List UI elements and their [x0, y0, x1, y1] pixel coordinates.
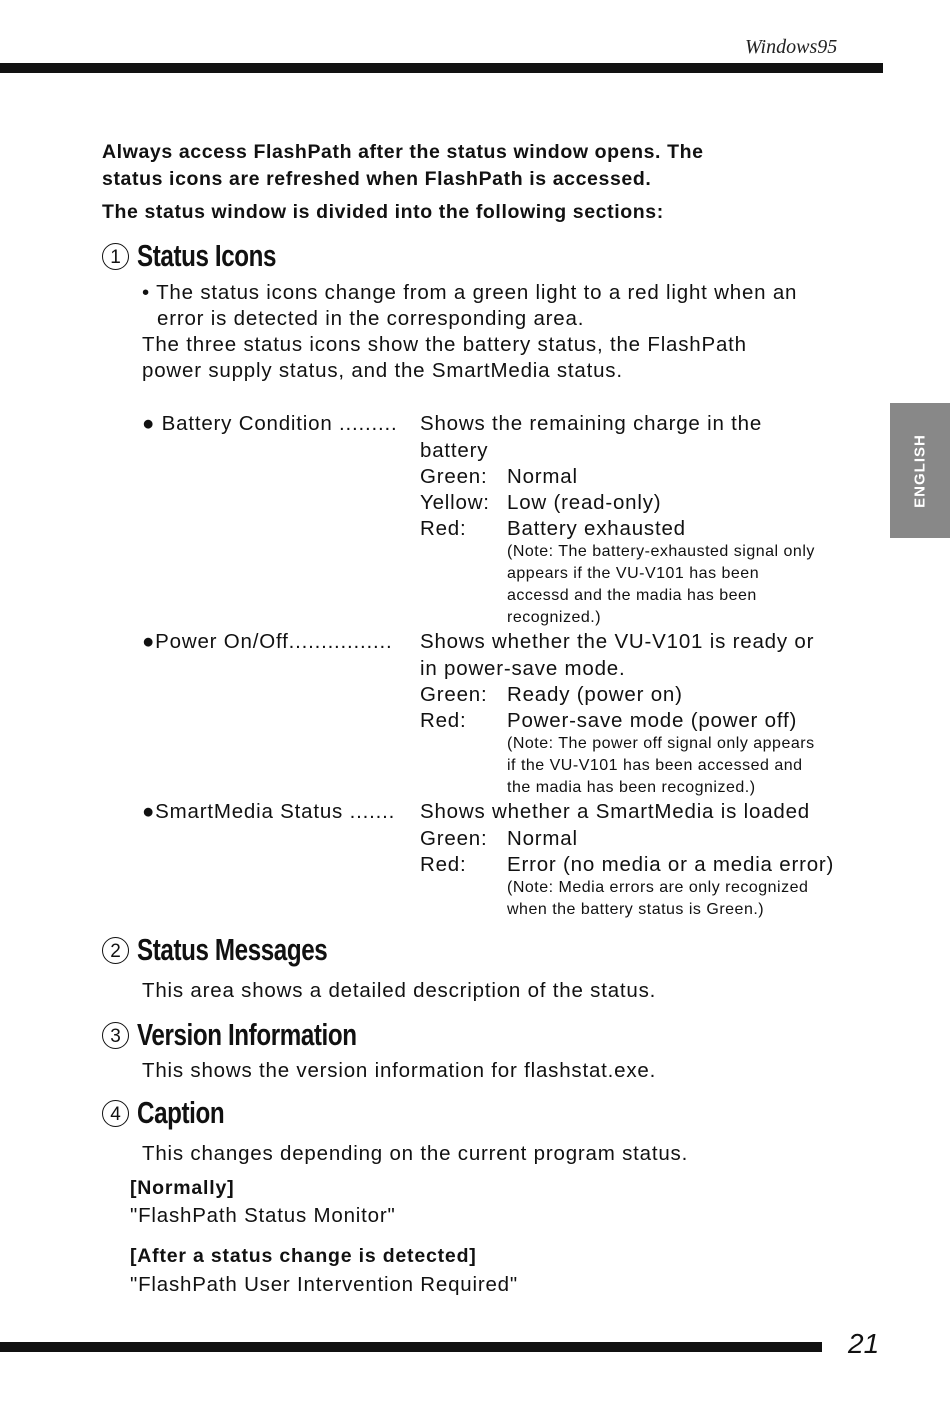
section-number-badge: 3 — [102, 1022, 129, 1049]
battery-red-value: Battery exhausted — [507, 517, 686, 540]
intro-line-3: The status window is divided into the following sections: — [102, 201, 664, 223]
section-title: Status Icons — [137, 238, 277, 273]
smartmedia-red-value: Error (no media or a media error) — [507, 853, 835, 876]
paragraph-line-2: power supply status, and the SmartMedia status. — [142, 359, 623, 382]
intro-line-1: Always access FlashPath after the status window opens. The — [102, 141, 704, 163]
battery-condition-desc-1: Shows the remaining charge in the — [420, 412, 763, 435]
language-tab — [890, 403, 950, 538]
smartmedia-note-line-1: (Note: Media errors are only recognized — [507, 879, 809, 896]
bullet-line-2: error is detected in the corresponding area. — [157, 307, 585, 330]
section-title: Caption — [137, 1095, 225, 1130]
smartmedia-desc-1: Shows whether a SmartMedia is loaded — [420, 800, 811, 823]
battery-green-value: Normal — [507, 465, 578, 488]
status-messages-body: This area shows a detailed description of the status. — [142, 979, 657, 1002]
bullet-line-1: • The status icons change from a green light to a red light when an — [142, 281, 798, 304]
header-title: Windows95 — [745, 36, 838, 58]
caption-body: This changes depending on the current program status. — [142, 1142, 689, 1165]
power-green-label: Green: — [420, 683, 488, 706]
paragraph-line-1: The three status icons show the battery status, the FlashPath — [142, 333, 747, 356]
power-note-line-1: (Note: The power off signal only appears — [507, 735, 815, 752]
power-note-line-3: the madia has been recognized.) — [507, 779, 756, 796]
section-title: Version Information — [137, 1017, 357, 1052]
section-heading-status-messages — [102, 932, 381, 968]
top-rule — [0, 63, 883, 73]
language-tab-label: ENGLISH — [911, 433, 929, 508]
caption-normally-label: [Normally] — [130, 1177, 235, 1199]
section-number-badge: 1 — [102, 243, 129, 270]
power-red-value: Power-save mode (power off) — [507, 709, 798, 732]
battery-condition-label: ● Battery Condition ......... — [142, 412, 398, 435]
battery-green-label: Green: — [420, 465, 488, 488]
section-heading-status-icons — [102, 238, 315, 274]
smartmedia-label: ●SmartMedia Status ....... — [142, 800, 396, 823]
battery-note-line-4: recognized.) — [507, 609, 602, 626]
section-heading-caption — [102, 1095, 249, 1131]
battery-note-line-1: (Note: The battery-exhausted signal only — [507, 543, 815, 560]
section-heading-version-information — [102, 1017, 419, 1053]
page-number: 21 — [848, 1328, 880, 1359]
power-green-value: Ready (power on) — [507, 683, 683, 706]
smartmedia-green-label: Green: — [420, 827, 488, 850]
caption-normally-value: "FlashPath Status Monitor" — [130, 1204, 396, 1227]
version-information-body: This shows the version information for flashstat.exe. — [142, 1059, 657, 1082]
smartmedia-green-value: Normal — [507, 827, 578, 850]
power-red-label: Red: — [420, 709, 467, 732]
bottom-rule — [0, 1342, 822, 1352]
section-number-badge: 2 — [102, 937, 129, 964]
battery-yellow-value: Low (read-only) — [507, 491, 662, 514]
section-number-badge: 4 — [102, 1100, 129, 1127]
battery-red-label: Red: — [420, 517, 467, 540]
battery-yellow-label: Yellow: — [420, 491, 490, 514]
intro-line-2: status icons are refreshed when FlashPath is accessed. — [102, 168, 652, 190]
battery-note-line-3: accessd and the madia has been — [507, 587, 757, 604]
battery-note-line-2: appears if the VU-V101 has been — [507, 565, 760, 582]
power-label: ●Power On/Off................ — [142, 630, 393, 653]
caption-after-label: [After a status change is detected] — [130, 1245, 477, 1267]
section-title: Status Messages — [137, 932, 328, 967]
smartmedia-red-label: Red: — [420, 853, 467, 876]
caption-after-value: "FlashPath User Intervention Required" — [130, 1273, 518, 1296]
power-note-line-2: if the VU-V101 has been accessed and — [507, 757, 803, 774]
power-desc-2: in power-save mode. — [420, 657, 626, 680]
battery-condition-desc-2: battery — [420, 439, 489, 462]
smartmedia-note-line-2: when the battery status is Green.) — [507, 901, 765, 918]
power-desc-1: Shows whether the VU-V101 is ready or — [420, 630, 815, 653]
